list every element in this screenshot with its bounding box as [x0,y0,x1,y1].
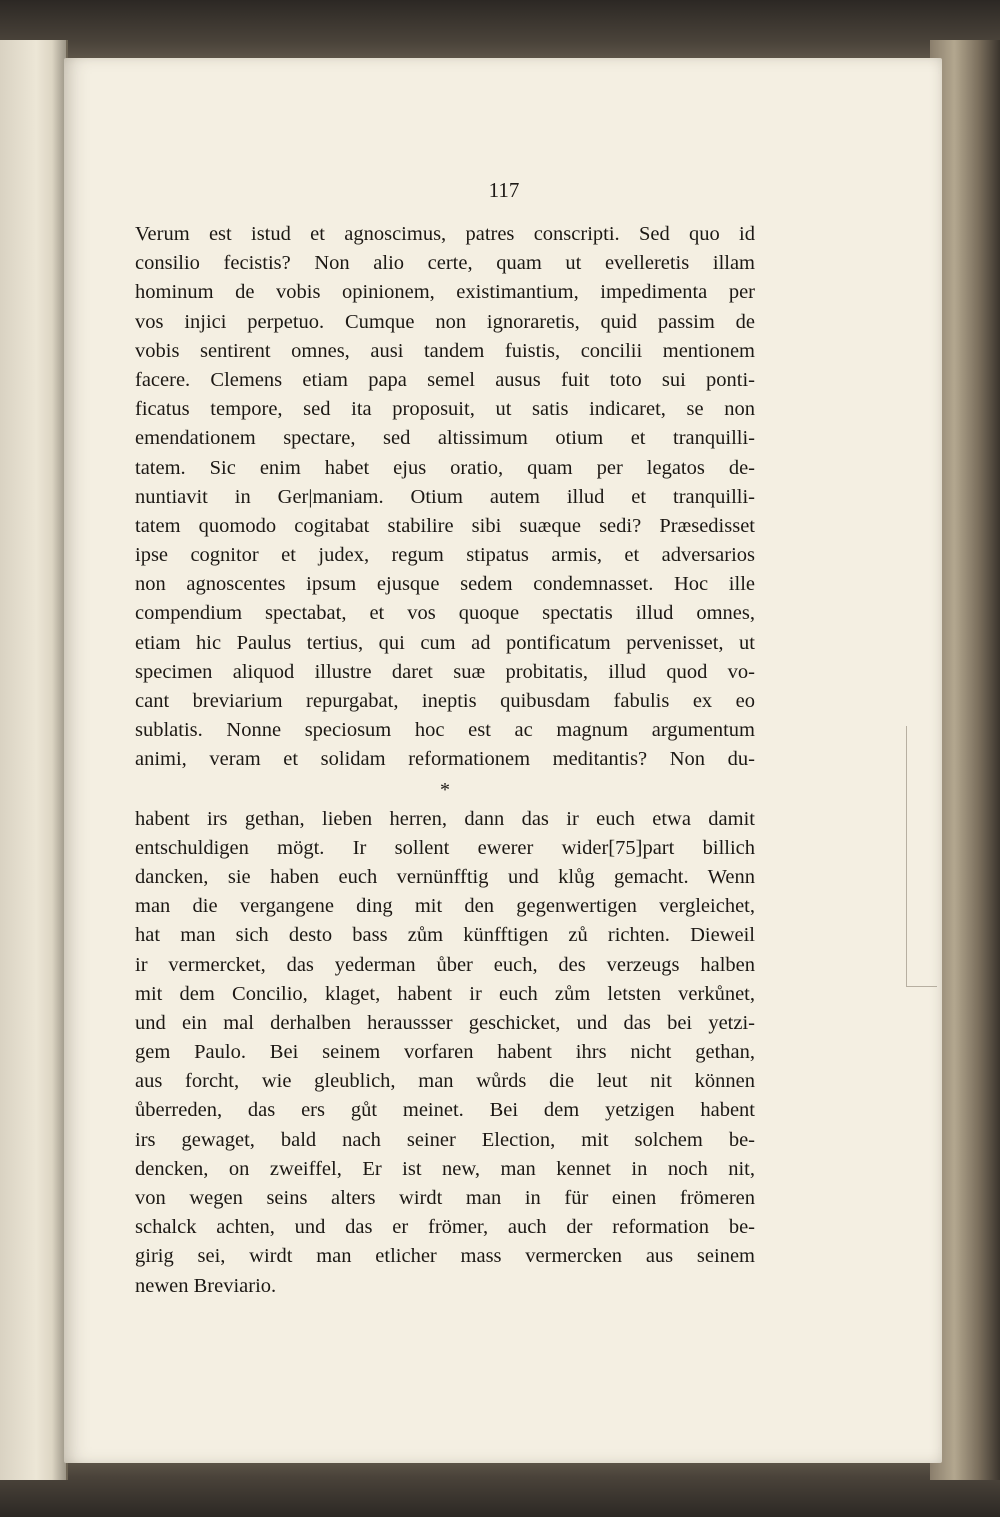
text-line: aus forcht, wie gleublich, man wůrds die leut nit können [135,1070,755,1093]
text-line: nuntiavit in Ger|maniam. Otium autem illud et tranquilli- [135,485,755,508]
section-separator: * [440,778,450,801]
text-line: facere. Clemens etiam papa semel ausus fuit toto sui ponti- [135,368,755,391]
text-line: Verum est istud et agnoscimus, patres conscripti. Sed quo id [135,223,755,245]
text-line: ůberreden, das ers gůt meinet. Bei dem yetzigen habent [135,1099,755,1122]
latin-paragraph [135,220,755,775]
text-line: vobis sentirent omnes, ausi tandem fuistis, concilii mentionem [135,339,755,362]
text-line: schalck achten, und das er frömer, auch der reformation be- [135,1216,755,1239]
text-line: und ein mal derhalben heraussser geschicket, und das bei yetzi- [135,1011,755,1034]
text-line: irs gewaget, bald nach seiner Election, mit solchem be- [135,1128,755,1151]
text-line: emendationem spectare, sed altissimum otium et tranquilli- [135,427,755,450]
text-line: von wegen seins alters wirdt man in für einen frömeren [135,1187,755,1209]
text-line: sublatis. Nonne speciosum hoc est ac magnum argumentum [135,719,755,742]
text-line: specimen aliquod illustre daret suæ probitatis, illud quod vo- [135,660,755,683]
text-line: tatem. Sic enim habet ejus oratio, quam per legatos de- [135,456,755,479]
german-paragraph [135,805,755,1301]
text-line: vos injici perpetuo. Cumque non ignoraretis, quid passim de [135,310,755,333]
text-line: etiam hic Paulus tertius, qui cum ad pontificatum pervenisset, ut [135,631,755,654]
page-edge-marks [906,726,937,987]
text-line: girig sei, wirdt man etlicher mass vermercken aus seinem [135,1245,755,1268]
text-line: dencken, on zweiffel, Er ist new, man kennet in noch nit, [135,1157,755,1180]
page-text [135,220,755,1301]
page-number: 117 [488,178,520,202]
text-line: hat man sich desto bass zům künfftigen zů richten. Dieweil [135,924,755,947]
text-line: gem Paulo. Bei seinem vorfaren habent ihrs nicht gethan, [135,1041,755,1064]
text-line: dancken, sie haben euch vernünfftig und klůg gemacht. Wenn [135,865,755,888]
text-line: hominum de vobis opinionem, existimantium, impedimenta per [135,281,755,304]
book-page [64,58,942,1463]
text-line: non agnoscentes ipsum ejusque sedem condemnasset. Hoc ille [135,573,755,596]
text-line: mit dem Concilio, klaget, habent ir euch zům letsten verkůnet, [135,982,755,1005]
text-line: compendium spectabat, et vos quoque spectatis illud omnes, [135,602,755,625]
text-line: entschuldigen mögt. Ir sollent ewerer wider[75]part billich [135,836,755,859]
text-line: man die vergangene ding mit den gegenwertigen vergleichet, [135,895,755,918]
text-line: ir vermercket, das yederman ůber euch, des verzeugs halben [135,953,755,976]
text-line: habent irs gethan, lieben herren, dann das ir euch etwa damit [135,807,755,830]
text-line: animi, veram et solidam reformationem meditantis? Non du- [135,748,755,771]
text-line: ficatus tempore, sed ita proposuit, ut satis indicaret, se non [135,398,755,421]
text-line: newen Breviario. [135,1274,277,1297]
text-line: tatem quomodo cogitabat stabilire sibi suæque sedi? Præsedisset [135,514,755,537]
text-line: consilio fecistis? Non alio certe, quam ut evelleretis illam [135,252,755,275]
text-line: cant breviarium repurgabat, ineptis quibusdam fabulis ex eo [135,690,755,712]
text-line: ipse cognitor et judex, regum stipatus armis, et adversarios [135,544,755,567]
